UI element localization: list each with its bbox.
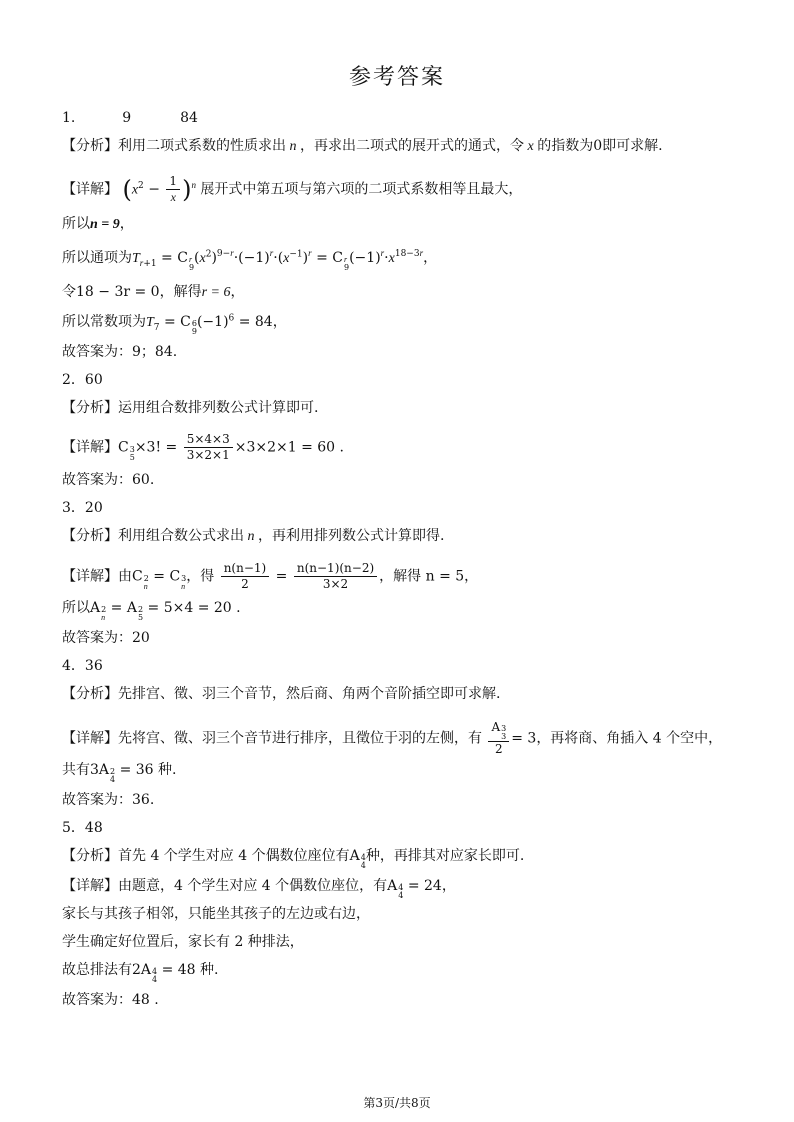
q3-so: 所以A 2 n = A 2 5 = 5×4 = 20 . xyxy=(62,600,241,622)
q1-general-term: 所以通项为$T_{r+1} = C$ r 9 $(x^2)^{9-r}\cdot(-1)^r\cdot(x^{-1})^r = C$ r 9 $(-1)^r\cdot x^{18-3r}$， xyxy=(62,248,438,272)
page-title: 参考答案 xyxy=(348,65,445,90)
q2-number: 2．60 xyxy=(62,372,103,388)
q1-analysis: 【分析】利用二项式系数的性质求出 n ，再求出二项式的展开式的通式，令 x 的指数为0即可求解. xyxy=(62,138,663,154)
q1-number: 1. xyxy=(62,110,76,126)
q1-final: 故答案为：9；84. xyxy=(62,344,178,360)
q2-analysis: 【分析】运用组合数排列数公式计算即可. xyxy=(62,400,319,416)
q5-number: 5．48 xyxy=(62,820,103,836)
q5-line2: 家长与其孩子相邻，只能坐其孩子的左边或右边， xyxy=(62,906,370,922)
q1-detail: 【详解】 ($x^2$ − $\frac{1}{x}$ )$^n$ 展开式中第五项与第六项的二项式系数相等且最大， xyxy=(62,174,523,204)
q1-set-exponent: 令18 − 3r = 0，解得r = 6， xyxy=(62,284,245,300)
q4-number: 4．36 xyxy=(62,658,103,674)
q3-number: 3．20 xyxy=(62,500,103,516)
q2-detail: 【详解】C 3 5 ×3! = $\frac{5\times 4\times 3}{3\times 2\times 1}$ ×3×2×1 = 60 . xyxy=(62,432,344,462)
q3-final: 故答案为：20 xyxy=(62,630,150,646)
q3-detail: 【详解】由C 2 n = C 3 n ，得 $\frac{n(n-1)}{2}$ = $\frac{n(n-1)(n-2)}{3\times 2}$ ，解得 n = 5， xyxy=(62,561,479,591)
q5-line3: 学生确定好位置后，家长有 2 种排法， xyxy=(62,934,304,950)
q1-so-n: 所以n = 9， xyxy=(62,216,134,232)
q5-analysis: 【分析】首先 4 个学生对应 4 个偶数位座位有A 4 4 种，再排其对应家长即可. xyxy=(62,848,525,870)
q3-analysis: 【分析】利用组合数公式求出 n ，再利用排列数公式计算即得. xyxy=(62,528,445,544)
q1-constant-term: 所以常数项为$T_7 = C$ 6 9 $(-1)^6 = 84$， xyxy=(62,313,287,336)
q4-detail: 【详解】先将宫、徵、羽三个音节进行排序，且徵位于羽的左侧，有 A 3 3 2 = 3，再将商、角插入 4 个空中， xyxy=(62,720,723,756)
q5-detail: 【详解】由题意，4 个学生对应 4 个偶数位座位，有A 4 4 = 24， xyxy=(62,878,456,900)
q1-answer-line xyxy=(62,108,198,128)
q4-analysis: 【分析】先排宫、徵、羽三个音节，然后商、角两个音阶插空即可求解. xyxy=(62,686,501,702)
page-footer: 第3页/共8页 xyxy=(363,1096,431,1110)
q4-total: 共有3A 2 4 = 36 种. xyxy=(62,762,177,784)
q2-final: 故答案为：60. xyxy=(62,472,155,488)
q4-final: 故答案为：36. xyxy=(62,792,155,808)
q5-total: 故总排法有2A 4 4 = 48 种. xyxy=(62,962,219,984)
q1-answer-b: 84 xyxy=(180,110,198,126)
q1-answer-a: 9 xyxy=(122,110,132,126)
q5-final: 故答案为：48 . xyxy=(62,992,159,1008)
